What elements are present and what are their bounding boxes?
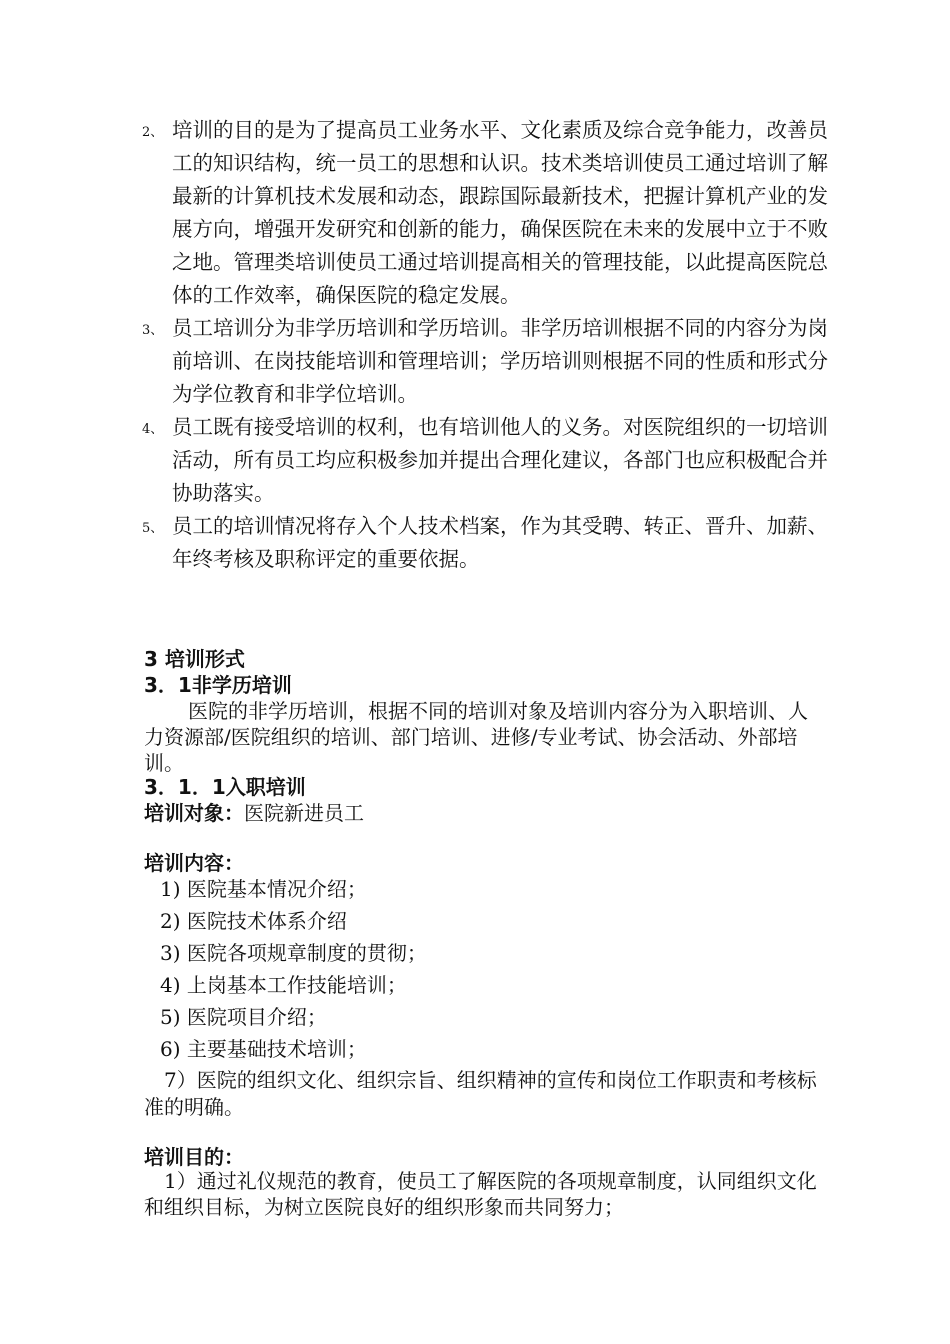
content-item: 7）医院的组织文化、组织宗旨、组织精神的宣传和岗位工作职责和考核标准的明确。 [144,1068,817,1119]
list-number: 2、 [142,125,164,140]
list-text: 培训的目的是为了提高员工业务水平、文化素质及综合竞争能力，改善员工的知识结构，统一员工的思想和认识。技术类培训使员工通过培训了解最新的计算机技术发展和动态，跟踪国际最新技术，把握计算机产业的发展方向，增强开发研究和创新的能力，确保医院在未来的发展中立于不败之地。管理类培训使员工通过培训提高相关的管理技能，以此提高医院总体的工作效率，确保医院的稳定发展。 [172,118,828,307]
section-heading: 3 培训形式 [144,647,245,671]
subsection-heading: 3．1非学历培训 [144,673,292,697]
content-item: 4) 上岗基本工作技能培训； [160,973,407,997]
list-item [142,312,832,411]
list-item [142,411,832,510]
target-value: 医院新进员工 [244,801,364,825]
purpose-label: 培训目的： [144,1145,244,1169]
content-item: 1) 医院基本情况介绍； [160,877,367,901]
target-label: 培训对象： [144,801,244,825]
purpose-item: 1）通过礼仪规范的教育，使员工了解医院的各项规章制度，认同组织文化和组织目标，为树立医院良好的组织形象而共同努力； [144,1169,817,1219]
numbered-list [142,114,832,576]
list-number: 4、 [142,422,164,437]
list-number: 5、 [142,521,164,536]
content-item: 5) 医院项目介绍； [160,1005,327,1029]
subsubsection-heading: 3．1．1入职培训 [144,775,306,799]
paragraph: 医院的非学历培训，根据不同的培训对象及培训内容分为入职培训、人力资源部/医院组织的培训、部门培训、进修/专业考试、协会活动、外部培训。 [144,699,808,775]
content-item: 2) 医院技术体系介绍 [160,909,347,933]
list-item [142,114,832,312]
list-text: 员工既有接受培训的权利，也有培训他人的义务。对医院组织的一切培训活动，所有员工均应积极参加并提出合理化建议，各部门也应积极配合并协助落实。 [172,415,828,505]
training-target [144,800,824,826]
content-item: 3) 医院各项规章制度的贯彻； [160,941,427,965]
list-number: 3、 [142,323,164,338]
list-item [142,510,832,576]
list-text: 员工的培训情况将存入个人技术档案，作为其受聘、转正、晋升、加薪、年终考核及职称评定的重要依据。 [172,514,828,571]
content-label: 培训内容： [144,851,244,875]
list-text: 员工培训分为非学历培训和学历培训。非学历培训根据不同的内容分为岗前培训、在岗技能培训和管理培训；学历培训则根据不同的性质和形式分为学位教育和非学位培训。 [172,316,828,406]
content-item: 6) 主要基础技术培训； [160,1037,367,1061]
